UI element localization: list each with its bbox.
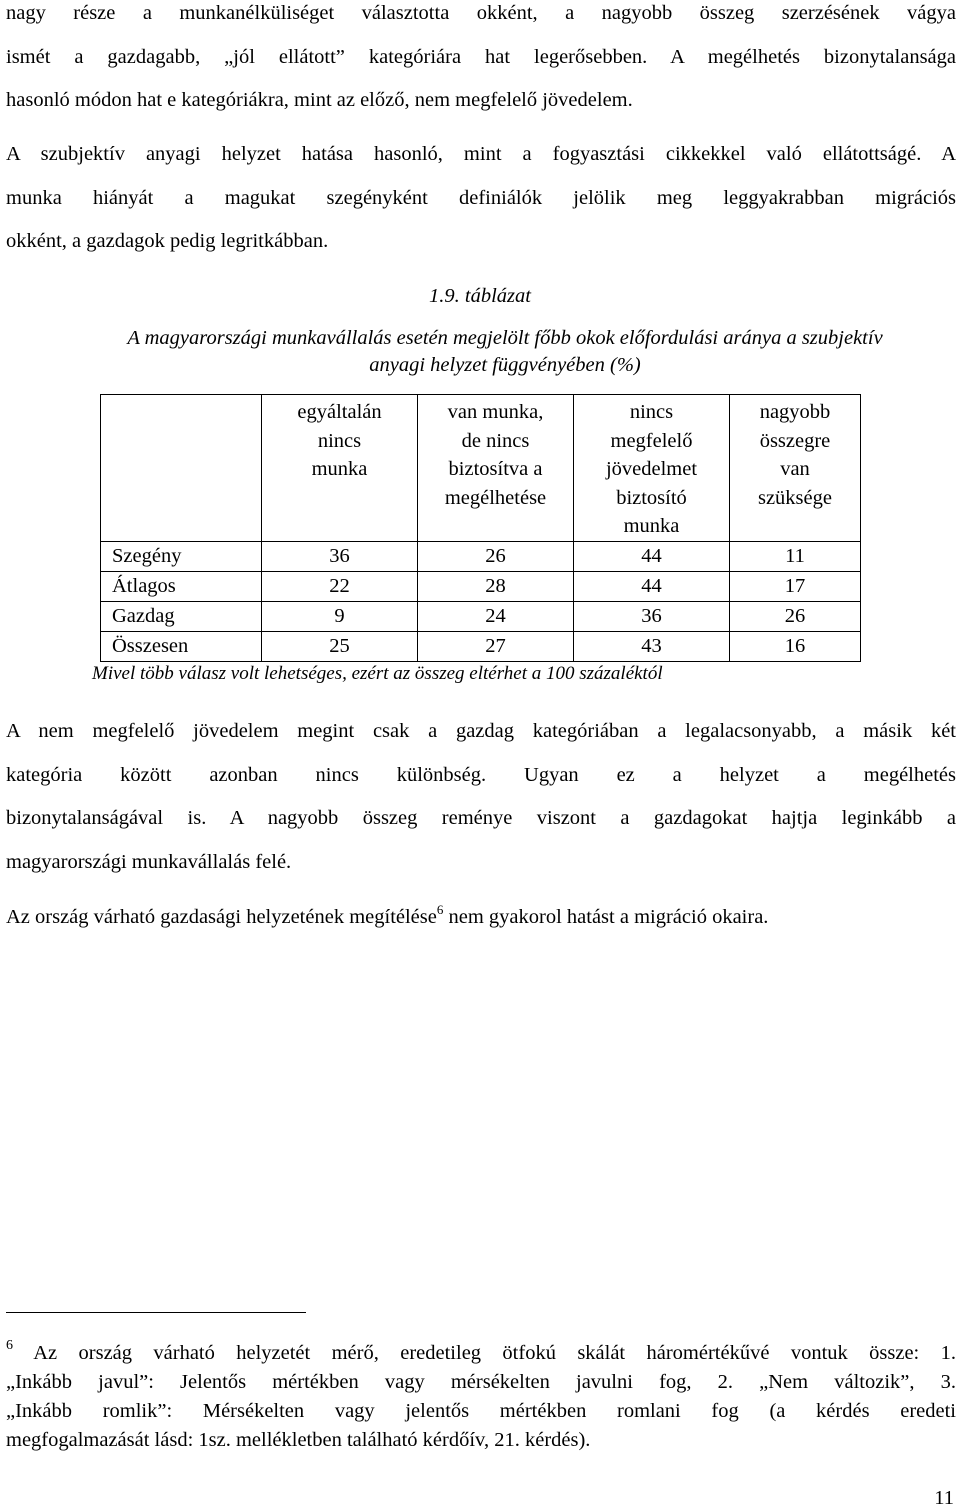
- table-title-line-2: anyagi helyzet függvényében (%): [369, 354, 641, 376]
- table-cell: 16: [730, 631, 861, 661]
- column-header-insecure-living: van munka, de nincs biztosítva a megélhetése: [418, 395, 574, 542]
- text-line: A nem megfelelő jövedelem megint csak a gazdag kategóriában a legalacsonyabb, a másik két: [6, 720, 956, 742]
- table-cell: 22: [262, 571, 418, 601]
- text-line: munka hiányát a magukat szegényként definiálók jelölik meg leggyakrabban migrációs: [6, 186, 956, 209]
- table-cell: 28: [418, 571, 574, 601]
- table-header-row: [101, 395, 861, 542]
- table-note: Mivel több válasz volt lehetséges, ezért az összeg eltérhet a 100 százaléktól: [92, 663, 663, 684]
- table-cell: 36: [574, 601, 730, 631]
- footnote-marker: 6: [6, 1338, 13, 1353]
- row-label: Átlagos: [101, 571, 262, 601]
- footnote-reference[interactable]: 6: [436, 902, 444, 917]
- text-line: hasonló módon hat e kategóriákra, mint az előző, nem megfelelő jövedelem.: [6, 89, 633, 111]
- row-label: Gazdag: [101, 601, 262, 631]
- table-cell: 25: [262, 631, 418, 661]
- header-empty-cell: [101, 395, 262, 542]
- table-title-line-1: A magyarországi munkavállalás esetén megjelölt főbb okok előfordulási aránya a szubjektív: [127, 327, 883, 349]
- table-cell: 24: [418, 601, 574, 631]
- table-cell: 44: [574, 571, 730, 601]
- column-header-low-income: nincs megfelelő jövedelmet biztosító munka: [574, 395, 730, 542]
- table-cell: 27: [418, 631, 574, 661]
- footnote-line: megfogalmazását lásd: 1sz. mellékletben található kérdőív, 21. kérdés).: [6, 1429, 591, 1451]
- text-line: magyarországi munkavállalás felé.: [6, 850, 292, 873]
- table-cell: 26: [418, 541, 574, 571]
- table-row: [101, 631, 861, 661]
- table-row: [101, 601, 861, 631]
- table-cell: 43: [574, 631, 730, 661]
- column-header-no-work: egyáltalán nincs munka: [262, 395, 418, 542]
- text-line: ismét a gazdagabb, „jól ellátott” kategóriára hat legerősebben. A megélhetés bizonytalansága: [6, 45, 956, 68]
- text-line: bizonytalanságával is. A nagyobb összeg reménye viszont a gazdagokat hajtja leginkább a: [6, 807, 956, 829]
- table-cell: 44: [574, 541, 730, 571]
- table-cell: 36: [262, 541, 418, 571]
- table-cell: 26: [730, 601, 861, 631]
- table-cell: 17: [730, 571, 861, 601]
- row-label: Összesen: [101, 631, 262, 661]
- text-line: A szubjektív anyagi helyzet hatása hasonló, mint a fogyasztási cikkekkel való ellátottságé. A: [6, 143, 956, 165]
- table-title: [0, 325, 960, 379]
- paragraph-4: [6, 896, 956, 940]
- page-number: 11: [934, 1487, 954, 1509]
- footnote-line: „Inkább romlik”: Mérsékelten vagy jelentős mértékben romlani fog (a kérdés eredeti: [6, 1400, 956, 1422]
- table-cell: 9: [262, 601, 418, 631]
- text-line: nagy része a munkanélküliséget választotta okként, a nagyobb összeg szerzésének vágya: [6, 2, 956, 24]
- text-line: kategória között azonban nincs különbség. Ugyan ez a helyzet a megélhetés: [6, 763, 956, 786]
- table-row: [101, 541, 861, 571]
- intro-paragraph-1: [6, 0, 956, 123]
- footnote-line: „Inkább javul”: Jelentős mértékben vagy mérsékelten javulni fog, 2. „Nem változik”, 3.: [6, 1371, 956, 1393]
- footnote-separator: [6, 1312, 306, 1313]
- data-table: [100, 394, 861, 662]
- table-row: [101, 571, 861, 601]
- intro-paragraph-2: [6, 133, 956, 264]
- column-header-need-more-money: nagyobb összegre van szüksége: [730, 395, 861, 542]
- paragraph-3: [6, 710, 956, 884]
- footnote-line: $^6$ Az ország várható helyzetét mérő, eredetileg ötfokú skálát háromértékűvé vontuk össze: 1.: [6, 1338, 956, 1364]
- text-line: okként, a gazdagok pedig legritkábban.: [6, 230, 329, 252]
- table-number: 1.9. táblázat: [429, 285, 531, 307]
- text-line: Az ország várható gazdasági helyzetének megítélése$^6$ nem gyakorol hatást a migráció okaira.: [6, 902, 769, 928]
- table-cell: 11: [730, 541, 861, 571]
- row-label: Szegény: [101, 541, 262, 571]
- footnote: [6, 1339, 956, 1455]
